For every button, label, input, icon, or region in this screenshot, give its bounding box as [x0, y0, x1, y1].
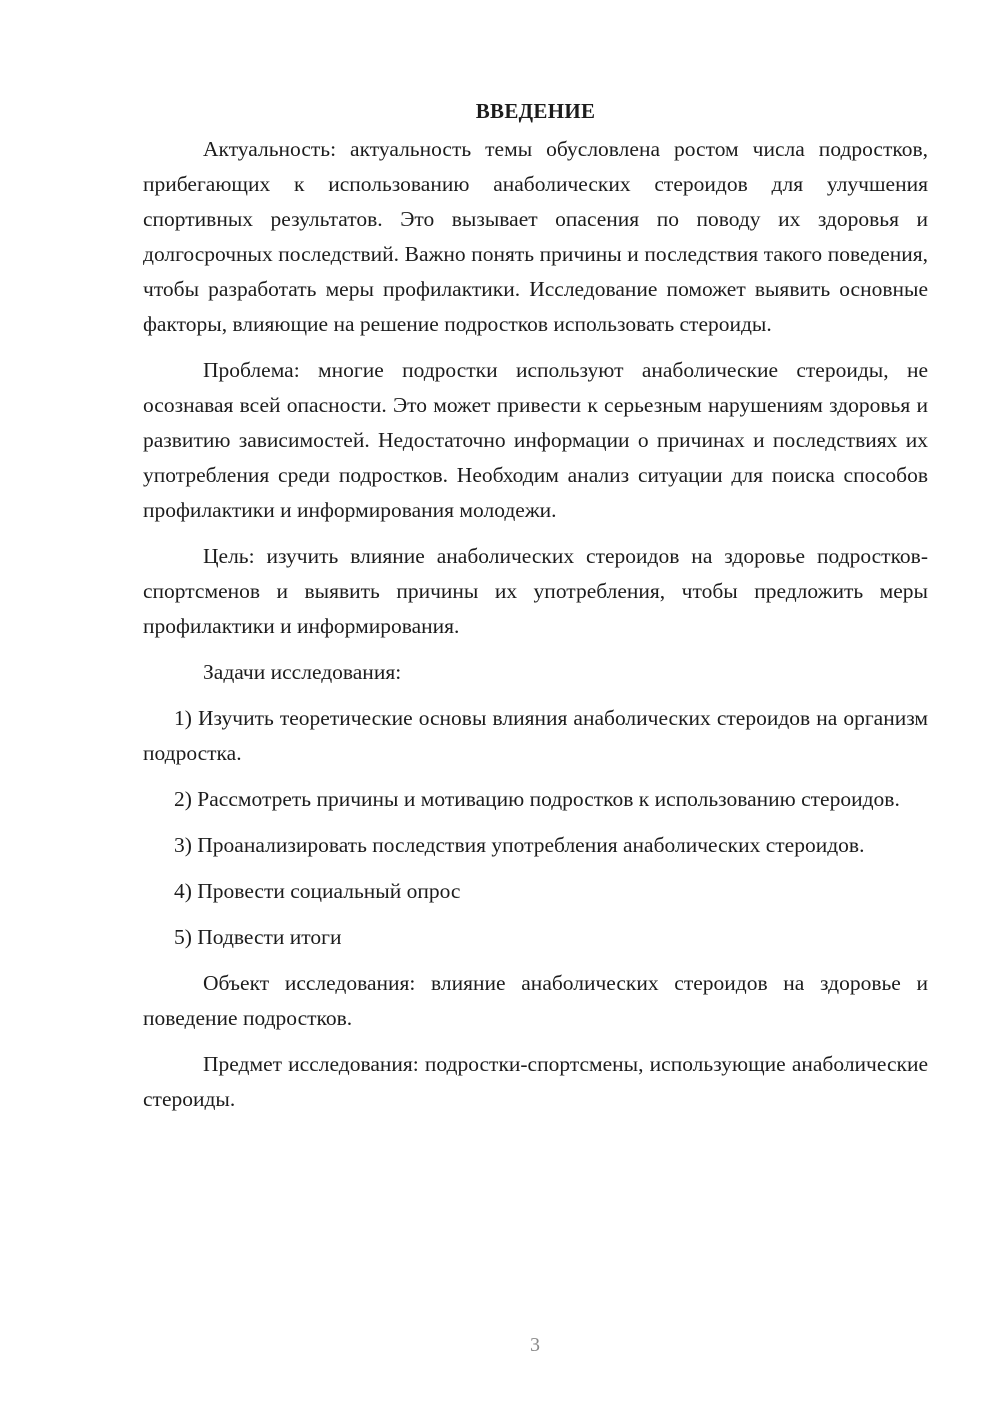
paragraph-object: Объект исследования: влияние анаболических стероидов на здоровье и поведение подростков.	[143, 971, 928, 1030]
paragraph-goal: Цель: изучить влияние анаболических стероидов на здоровье подростков-спортсменов и выявить причины их употребления, чтобы предложить меры профилактики и информирования.	[143, 544, 928, 638]
paragraph-problem: Проблема: многие подростки используют анаболические стероиды, не осознавая всей опасности. Это может привести к серьезным нарушениям здоровья и развитию зависимостей. Недостаточно информации о причинах и последствиях их употребления среди подростков. Необходим анализ ситуации для поиска способов профилактики и информирования молодежи.	[143, 358, 928, 522]
tasks-heading: Задачи исследования:	[203, 660, 402, 684]
paragraph-subject: Предмет исследования: подростки-спортсмены, использующие анаболические стероиды.	[143, 1052, 928, 1111]
task-item-1: 1) Изучить теоретические основы влияния анаболических стероидов на организм подростка.	[143, 706, 928, 765]
task-item-3: 3) Проанализировать последствия употребления анаболических стероидов.	[174, 833, 865, 857]
task-item-5: 5) Подвести итоги	[174, 925, 342, 949]
paragraph-relevance: Актуальность: актуальность темы обусловлена ростом числа подростков, прибегающих к использованию анаболических стероидов для улучшения спортивных результатов. Это вызывает опасения по поводу их здоровья и долгосрочных последствий. Важно понять причины и последствия такого поведения, чтобы разработать меры профилактики. Исследование поможет выявить основные факторы, влияющие на решение подростков использовать стероиды.	[143, 137, 928, 336]
page-content	[143, 96, 928, 1117]
task-item-2: 2) Рассмотреть причины и мотивацию подростков к использованию стероидов.	[174, 787, 900, 811]
page-title: ВВЕДЕНИЕ	[475, 99, 596, 123]
task-item-4: 4) Провести социальный опрос	[174, 879, 461, 903]
page-number: 3	[530, 1334, 540, 1356]
